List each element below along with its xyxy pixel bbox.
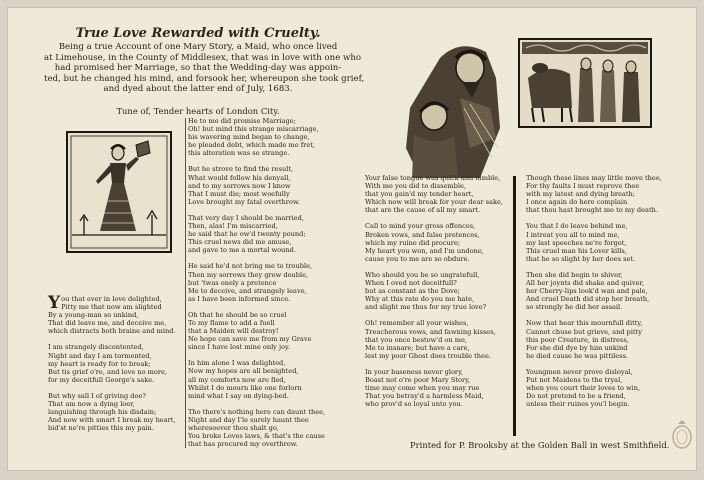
verse-line: Tho there's nothing here can daunt thee,: [188, 407, 326, 416]
verse-line: Then my sorrows they grew double,: [188, 270, 309, 279]
verse-line: That did leave me, and deceive me,: [48, 319, 167, 328]
verse-line: In him alone I was delighted,: [188, 359, 286, 368]
intro-line: ted, but he changed his mind, and forsook her, whereupon she took grief,: [44, 73, 365, 84]
verse-line: and slight me thus for my true love?: [365, 303, 487, 312]
verse-line: and gave to me a mortal wound.: [188, 246, 296, 255]
intro-line: and dyed about the latter end of July, 1683.: [103, 84, 293, 95]
verse-line: Who should you be so ungratefull,: [365, 270, 480, 279]
verse-line: mind what I say on dying-bed.: [188, 391, 289, 400]
verse-line: He said he'd not bring me to trouble,: [188, 262, 313, 271]
verse-line: that are the cause of all my smart.: [365, 206, 481, 215]
verse-line: Oh! remember all your wishes,: [365, 319, 469, 328]
verse-line: as I have been informed since.: [188, 294, 291, 303]
verse-line: But why sall I of griving doe?: [48, 391, 146, 400]
verse-line: that he so slight by her does set.: [526, 254, 636, 263]
verse-line: Oh that he should be so cruel: [188, 310, 287, 319]
intro-line: at Limehouse, in the County of Middlesex, that was in love with one who: [44, 52, 362, 63]
verse-line: By a young-man so unkind,: [48, 311, 139, 320]
verse-line: I intreat you all to mind me,: [526, 230, 620, 239]
verse-line: And cruel Death did stop her breath,: [526, 295, 650, 304]
verse-line: Broken vows, and false pretences,: [365, 230, 480, 239]
verse-line: Me to insnare; but have a care,: [365, 343, 470, 352]
verse-line: That am now a dying loer,: [48, 400, 135, 409]
verse-line: for my deceitfull George's sake.: [48, 375, 155, 384]
verse-line: Love brought my fatal overthrow.: [188, 197, 300, 206]
verse-line: wheresoever thou shalt go,: [188, 424, 279, 432]
tune-line: Tune of, Tender hearts of London City.: [116, 106, 280, 116]
verse-line: And now with smart I break my heart,: [48, 416, 176, 425]
verse-line: Pitty me that now am slighted: [61, 303, 162, 312]
verse-line: that a Maiden will destroy!: [188, 327, 279, 336]
verse-line: this poor Creature, in distress,: [526, 335, 629, 344]
verse-line: That you betray'd a harmless Maid,: [365, 392, 484, 401]
broadside-sheet: [8, 8, 696, 470]
verse-line: In your baseness never glory,: [365, 367, 464, 376]
woodcut-couple-image: [400, 38, 514, 178]
verse-line: all my comforts now are fled,: [188, 375, 286, 384]
verse-line: unless their ruines you'l begin.: [526, 400, 630, 409]
verse-line: which distracts both braine and mind.: [48, 327, 176, 336]
verse-line: I am strangely discontented,: [48, 343, 144, 352]
ballad-intro: [44, 42, 365, 95]
verse-line: which my ruine did procure;: [365, 238, 461, 247]
library-stamp: [670, 418, 694, 450]
verse-line: Do not pretend to be a friend,: [526, 392, 626, 401]
verse-line: lest my poor Ghost does trouble thee.: [365, 351, 491, 360]
verse-column-3: [365, 174, 515, 408]
verse-line: that you once bestow'd on me,: [365, 335, 467, 344]
verse-line: Call to mind your gross offences,: [365, 222, 476, 231]
verse-line: You that I do leave behind me,: [526, 222, 628, 231]
verse-line: Your false tongue was quick and nimble,: [365, 174, 501, 182]
verse-line: That very day I should be married,: [188, 213, 304, 222]
verse-line: Which now will break for your dear sake,: [365, 198, 503, 207]
printer-imprint: Printed for P. Brooksby at the Golden Ball in west Smithfield.: [410, 440, 670, 450]
intro-line: had promised her Marriage, so that the Wedding-day was appoin-: [54, 63, 342, 74]
verse-column-2: [188, 117, 358, 448]
verse-column-1: [48, 295, 188, 432]
verse-line: with my latest and dying breath;: [526, 190, 635, 199]
verse-line: With me you did to dissemble,: [365, 182, 466, 191]
verse-line: Then she did begin to shiver,: [526, 270, 623, 279]
verse-line: languishing through his disdain;: [48, 408, 157, 417]
verse-line: No hope can save me from my Grave: [188, 335, 312, 344]
verse-line: Though these lines may little move thee,: [526, 174, 662, 182]
verse-line: he died cause he was pittiless.: [526, 351, 628, 360]
verse-line: Night and day I'le surely haunt thee: [188, 415, 309, 424]
verse-line: who prov'd so loyal unto you.: [365, 400, 463, 409]
verse-line: That I must die; most woefully: [188, 189, 290, 198]
verse-line: that has procured my overthrow.: [188, 440, 298, 449]
verse-line: time may come when you may rue: [365, 384, 480, 393]
verse-line: Youngmen never prove disloyal,: [526, 367, 633, 376]
verse-line: but as constant as the Dove;: [365, 287, 460, 296]
verse-line: He to me did promise Marriage;: [188, 117, 296, 125]
verse-line: Now that hear this mournfull ditty,: [526, 319, 643, 328]
verse-line: he pleaded debt, which made me fret,: [188, 141, 315, 150]
woodcut-procession-image: [518, 38, 652, 128]
intro-line: Being a true Account of one Mary Story, a Maid, who once lived: [58, 42, 338, 52]
verse-line: Now my hopes are all benighted,: [188, 367, 299, 376]
verse-line: Then, alas! I'm miscarried,: [188, 222, 278, 231]
ballad-title: True Love Rewarded with Cruelty.: [75, 26, 321, 41]
verse-line: When I oved not deceitfull?: [365, 279, 457, 288]
verse-line: All her joynts did shake and quiver,: [526, 279, 645, 288]
verse-line: I once again do here complain: [526, 198, 628, 207]
verse-line: her Cherry-lips look'd wan and pale,: [526, 287, 648, 296]
drop-cap: Y: [48, 293, 61, 313]
verse-line: This cruel news did me amuse,: [188, 238, 292, 247]
verse-line: that thou hast brought me to my death.: [526, 206, 658, 215]
verse-line: cause you to me are so obdure.: [365, 254, 470, 263]
verse-line: What would follow his denyall,: [188, 173, 291, 182]
verse-line: For thy faults I must reprove thee: [526, 182, 640, 191]
verse-line: this alteration was so strange.: [188, 149, 290, 158]
verse-line: But tis grief o're, and love no more,: [48, 367, 168, 376]
verse-line: Boast not o're poor Mary Story,: [365, 375, 471, 384]
verse-line: when you court their loves to win,: [526, 384, 641, 393]
verse-line: Oh! but mind this strange miscarriage,: [188, 125, 319, 134]
verse-line: but 'twas onely a pretence: [188, 278, 277, 287]
verse-line: bid'st ne're pitties this my pain.: [48, 424, 154, 433]
verse-line: Cannot chuse but grieve, and pitty: [526, 327, 643, 336]
verse-line: Me to deceive, and strangely leave,: [188, 286, 307, 295]
verse-line: This cruel man his Lover kills,: [526, 246, 627, 255]
verse-line: Night and day I am tormented,: [48, 351, 152, 360]
verse-line: But he strove to find the result,: [188, 165, 294, 174]
verse-line: my last speeches ne're forget,: [526, 238, 627, 247]
verse-line: his wavering mind began to change,: [188, 133, 310, 142]
verse-line: he said that he ow'd twenty pound;: [188, 230, 306, 239]
verse-line: To my flame to add a fuell: [188, 318, 275, 327]
woodcut-woman-image: [66, 131, 172, 253]
verse-column-4: [526, 174, 696, 408]
verse-line: ou that ever in love delighted,: [61, 295, 162, 303]
verse-line: You broke Loves laws, & that's the cause: [188, 432, 325, 441]
verse-line: my heart is ready for to break;: [48, 359, 151, 368]
verse-line: so strongly he did her assail.: [526, 303, 623, 312]
verse-line: that you gain'd my tender heart,: [365, 190, 474, 199]
verse-line: Whilst I do mourn like one forlorn: [188, 383, 302, 392]
verse-line: and to my sorrows now I know: [188, 181, 291, 190]
verse-line: My heart you won, and I'm undone,: [365, 246, 484, 255]
verse-line: For she did dye by him unkind: [526, 343, 628, 352]
verse-line: since I have lost mine only joy.: [188, 343, 290, 352]
verse-line: Put not Maidens to the tryal,: [526, 375, 623, 384]
verse-line: Why at this rate do you me hate,: [365, 295, 475, 304]
verse-line: Treacherous vows, and fawning kisses,: [365, 327, 496, 336]
